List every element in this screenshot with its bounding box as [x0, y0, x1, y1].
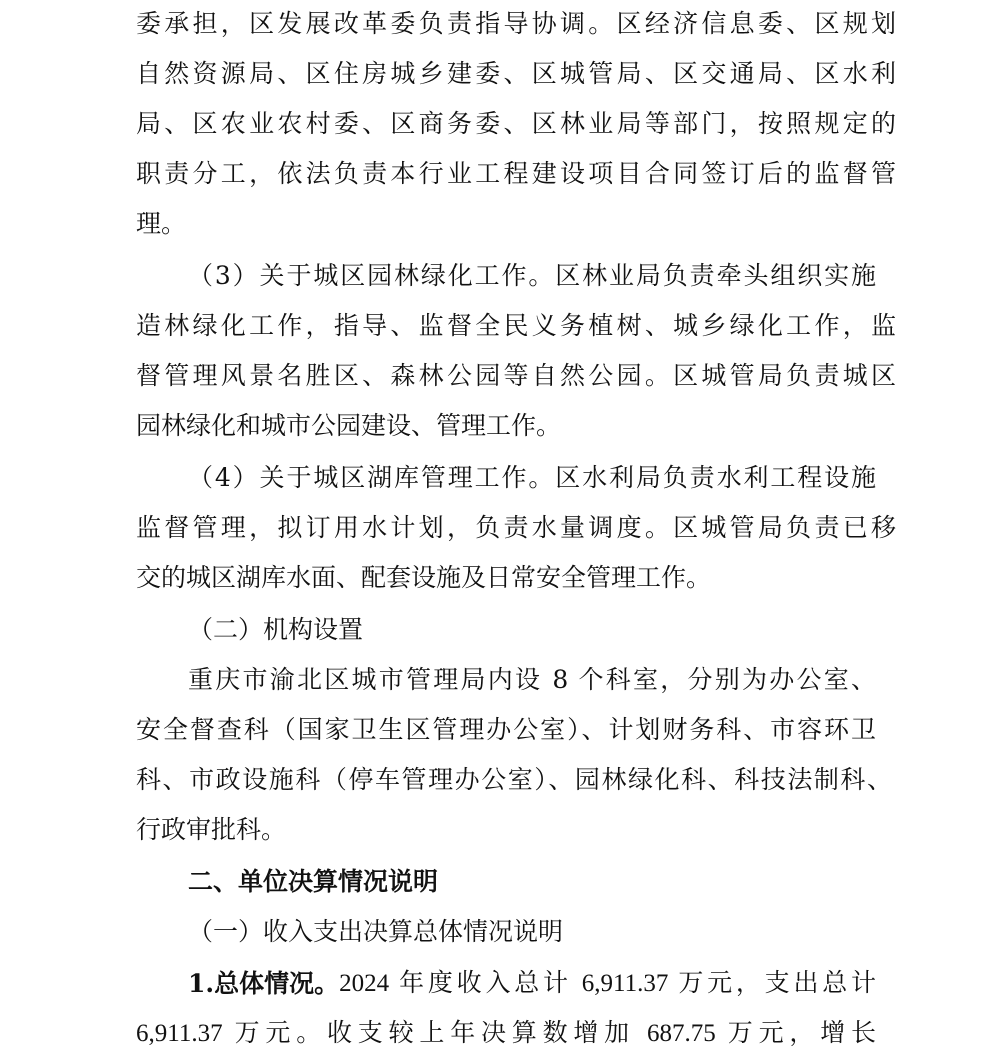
body-text-line: 交的城区湖库水面、配套设施及日常安全管理工作。: [136, 563, 712, 592]
body-text-line: 园林绿化和城市公园建设、管理工作。: [136, 411, 562, 440]
body-text-line: 行政审批科。: [136, 815, 287, 844]
chapter-heading: 二、单位决算情况说明: [188, 867, 439, 896]
body-text-line: 6,911.37 万元。收支较上年决算数增加 687.75 万元，增长: [136, 1020, 876, 1047]
sub-heading: （一）收入支出决算总体情况说明: [188, 917, 564, 946]
body-text-line: 督管理风景名胜区、森林公园等自然公园。区城管局负责城区: [136, 361, 896, 390]
body-text-line: 安全督查科（国家卫生区管理办公室）、计划财务科、市容环卫: [136, 715, 876, 744]
body-text-line: 监督管理，拟订用水计划，负责水量调度。区城管局负责已移: [136, 513, 896, 542]
body-text-line: 职责分工，依法负责本行业工程建设项目合同签订后的监督管: [136, 159, 896, 188]
summary-text: 2024 年度收入总计 6,911.37 万元，支出总计: [339, 970, 876, 997]
body-text-line: 造林绿化工作，指导、监督全民义务植树、城乡绿化工作，监: [136, 311, 896, 340]
body-text-line: 自然资源局、区住房城乡建委、区城管局、区交通局、区水利: [136, 59, 896, 88]
body-text-line: 重庆市渝北区城市管理局内设 8 个科室，分别为办公室、: [188, 665, 876, 694]
body-text-line: 局、区农业农村委、区商务委、区林业局等部门，按照规定的: [136, 109, 896, 138]
body-text-line: 科、市政设施科（停车管理办公室）、园林绿化科、科技法制科、: [136, 765, 892, 794]
summary-line: [188, 967, 876, 1001]
item-4-heading-line: （4）关于城区湖库管理工作。区水利局负责水利工程设施: [188, 463, 876, 492]
body-text-line: 委承担，区发展改革委负责指导协调。区经济信息委、区规划: [136, 9, 896, 38]
summary-lead: 1.总体情况。: [188, 969, 340, 998]
section-heading: （二）机构设置: [188, 615, 364, 644]
item-3-heading-line: （3）关于城区园林绿化工作。区林业局负责牵头组织实施: [188, 261, 876, 290]
body-text-line: 理。: [136, 209, 187, 238]
